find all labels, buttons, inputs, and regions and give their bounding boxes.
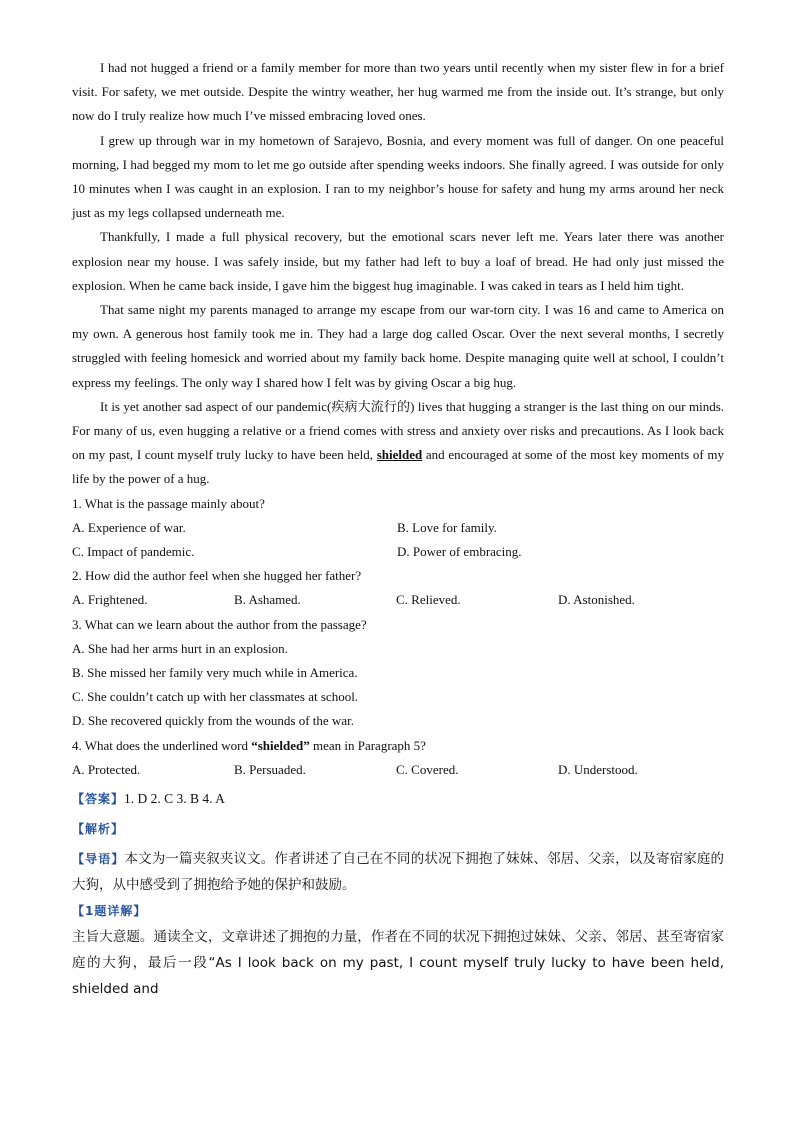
document-page [72,56,724,1002]
option: B. Persuaded. [234,761,306,777]
option: A. Experience of war. [72,519,186,535]
detail-1-label: 【1题详解】 [72,904,147,919]
paragraph-3: Thankfully, I made a full physical recovery, but the emotional scars never left me. Years later there was another explosion near my house. I was safely inside, but my father had left to buy a loaf of bread. He had only just missed the explosion. When he came back inside, I gave him the biggest hug imaginable. I was caked in tears as I held him tight. [72,229,724,293]
option: C. Relieved. [396,592,461,608]
option: A. She had her arms hurt in an explosion. [72,640,288,656]
detail-1-heading [72,898,724,924]
analysis-heading [72,816,724,842]
question-3-stem: 3. What can we learn about the author from the passage? [72,616,367,632]
question-4-stem-start: 4. What does the underlined word [72,737,252,753]
question-2-stem: 2. How did the author feel when she hugged her father? [72,568,362,584]
analysis-label: 【解析】 [72,822,125,837]
option: A. Frightened. [72,592,148,608]
detail-1-text: 主旨大意题。通读全文，文章讲述了拥抱的力量，作者在不同的状况下拥抱过妹妹、父亲、邻居、甚至寄宿家庭的大狗，最后一段“As I look back on my past, I count myself truly lucky to have been held, shielded and [72,929,724,998]
paragraph-2: I grew up through war in my hometown of Sarajevo, Bosnia, and every moment was full of danger. On one peaceful morning, I had begged my mom to let me go outside after spending weeks indoors. She finally agreed. I was outside for only 10 minutes when I was caught in an explosion. I ran to my neighbor’s house for safety and hung my arms around her neck just as my legs collapsed underneath me. [72,132,724,221]
question-4-stem [72,734,724,758]
option: D. Understood. [558,761,638,777]
paragraph-5-start: It is yet another sad aspect of our pandemic(疾病大流行的) lives that hugging a stranger is the last thing on our minds. For many of us, even hugging a relative or a friend comes with stress and anxiety over risks and precautions. As I look back on my past, I count myself truly lucky to have been held, [72,398,724,463]
guide-text: 本文为一篇夹叙夹议文。作者讲述了自己在不同的状况下拥抱了妹妹、邻居、父亲，以及寄宿家庭的大狗，从中感受到了拥抱给予她的保护和鼓励。 [72,851,724,894]
option: A. Protected. [72,761,141,777]
option: B. She missed her family very much while in America. [72,665,358,681]
question-1-stem: 1. What is the passage mainly about? [72,495,265,511]
option: C. She couldn’t catch up with her classmates at school. [72,689,359,705]
option: B. Ashamed. [234,592,301,608]
answer-label: 【答案】 [72,792,125,807]
answer-text: 1. D 2. C 3. B 4. A [124,791,225,807]
paragraph-5 [72,395,724,492]
question-4-options [72,758,724,782]
paragraph-5-end: and encouraged at some of the most key moments of my life by the power of a hug. [72,447,724,487]
option: D. She recovered quickly from the wounds of the war. [72,713,354,729]
question-1-options-row-2 [72,540,724,564]
question-1-options-row-1 [72,516,724,540]
answer-line [72,786,724,812]
option: D. Power of embracing. [397,544,522,560]
option: C. Impact of pandemic. [72,544,195,560]
paragraph-4: That same night my parents managed to arrange my escape from our war-torn city. I was 16 and came to America on my own. A generous host family took me in. They had a large dog called Oscar. Over the next several months, I secretly struggled with feeling homesick and worried about my family back home. Despite managing quite well at school, I couldn’t express my feelings. The only way I shared how I felt was by giving Oscar a big hug. [72,302,724,390]
option: C. Covered. [396,761,459,777]
option: D. Astonished. [558,592,635,608]
question-4-stem-end: mean in Paragraph 5? [309,737,426,753]
question-2-options [72,588,724,612]
question-4-key-word: “shielded” [251,737,310,753]
option: B. Love for family. [397,519,497,535]
paragraph-1: I had not hugged a friend or a family member for more than two years until recently when my sister flew in for a brief visit. For safety, we met outside. Despite the wintry weather, her hug warmed me from the inside out. It’s strange, but only now do I truly realize how much I’ve missed embracing loved ones. [72,60,724,124]
guide-label: 【导语】 [72,852,125,867]
guide-paragraph [72,846,724,898]
underlined-word: shielded [376,447,423,463]
